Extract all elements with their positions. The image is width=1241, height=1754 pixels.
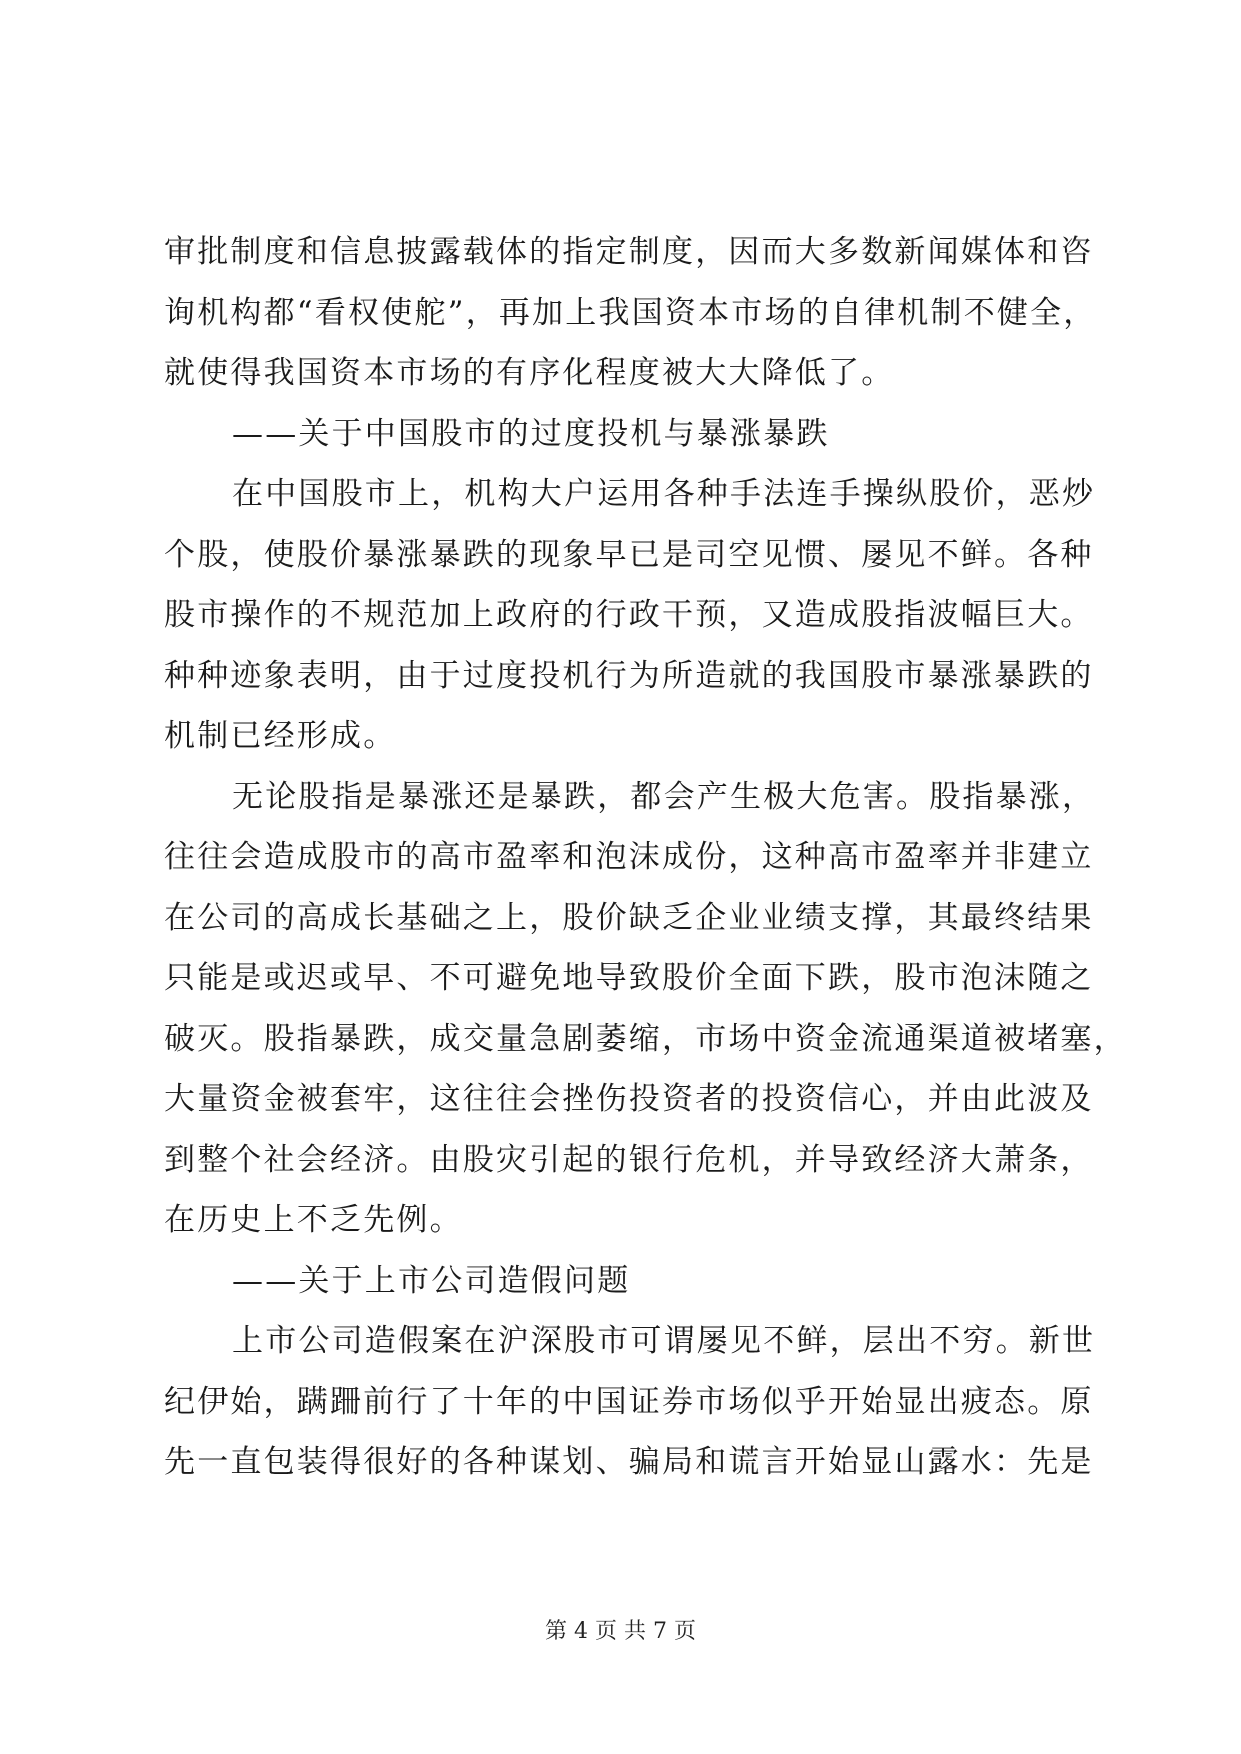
body-line: 个股，使股价暴涨暴跌的现象早已是司空见惯、屡见不鲜。各种 [164,536,1094,573]
section-heading: ——关于中国股市的过度投机与暴涨暴跌 [232,415,830,452]
body-line: 机制已经形成。 [164,718,397,754]
body-line: 纪伊始，蹒跚前行了十年的中国证券市场似乎开始显出疲态。原 [164,1383,1094,1420]
body-line: 审批制度和信息披露载体的指定制度，因而大多数新闻媒体和咨 [164,234,1094,270]
document-body [164,222,1127,1493]
body-line: 上市公司造假案在沪深股市可谓屡见不鲜，层出不穷。新世 [232,1323,1096,1359]
body-line: 就使得我国资本市场的有序化程度被大大降低了。 [164,355,895,391]
body-line: 往往会造成股市的高市盈率和泡沫成份，这种高市盈率并非建立 [164,839,1094,875]
body-line: 先一直包装得很好的各种谋划、骗局和谎言开始显山露水：先是 [164,1444,1094,1480]
body-line: 种种迹象表明，由于过度投机行为所造就的我国股市暴涨暴跌的 [164,657,1094,694]
body-line: 在公司的高成长基础之上，股价缺乏企业业绩支撑，其最终结果 [164,899,1094,936]
body-line: 大量资金被套牢，这往往会挫伤投资者的投资信心，并由此波及 [164,1081,1094,1117]
body-line: 股市操作的不规范加上政府的行政干预，又造成股指波幅巨大。 [164,597,1094,633]
body-line: 只能是或迟或早、不可避免地导致股价全面下跌，股市泡沫随之 [164,960,1094,996]
section-heading: ——关于上市公司造假问题 [232,1262,631,1299]
body-line: 询机构都“看权使舵”，再加上我国资本市场的自律机制不健全， [164,294,1097,331]
body-line: 到整个社会经济。由股灾引起的银行危机，并导致经济大萧条， [164,1141,1094,1178]
page-number-footer: 第 4 页 共 7 页 [545,1619,696,1644]
body-line: 在中国股市上，机构大户运用各种手法连手操纵股价，恶炒 [232,476,1096,512]
body-line: 在历史上不乏先例。 [164,1202,463,1238]
body-line: 破灭。股指暴跌，成交量急剧萎缩，市场中资金流通渠道被堵塞， [164,1020,1127,1057]
body-line: 无论股指是暴涨还是暴跌，都会产生极大危害。股指暴涨， [232,778,1096,815]
